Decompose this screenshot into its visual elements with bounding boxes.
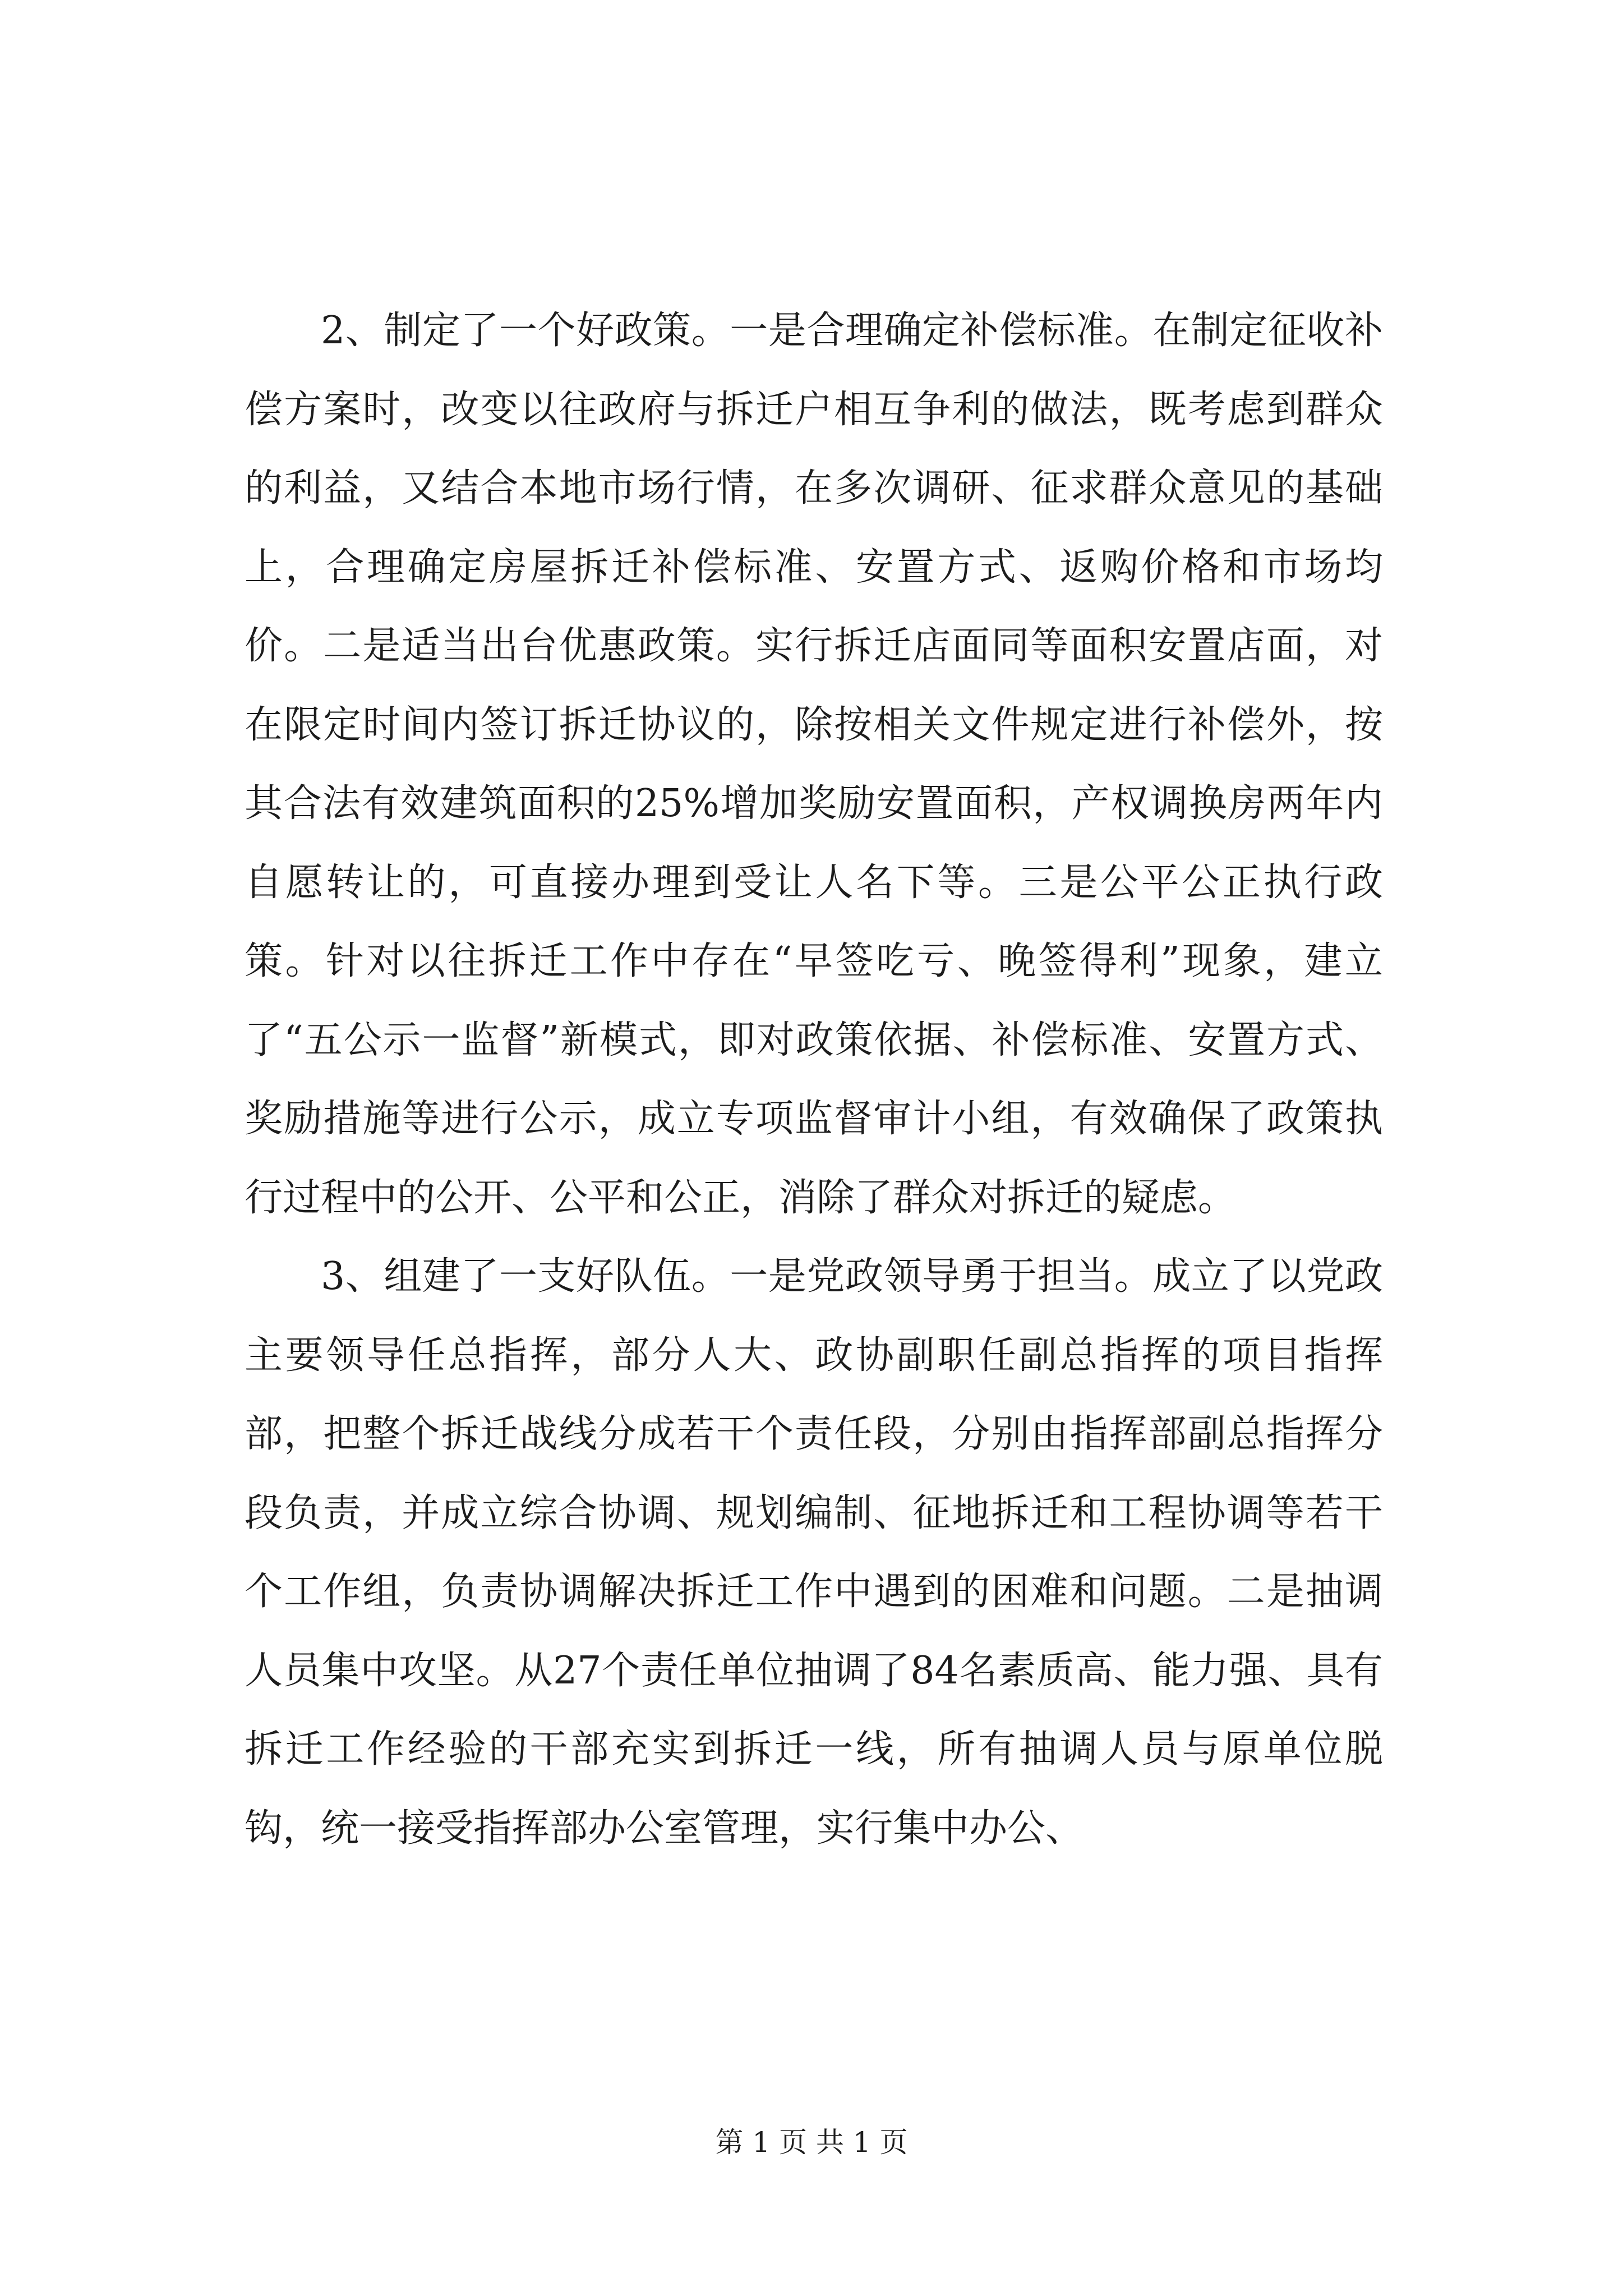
page-number-label: 第 1 页 共 1 页: [715, 2126, 908, 2159]
page-footer: [0, 2123, 1623, 2162]
paragraph-policy: 2、制定了一个好政策。一是合理确定补偿标准。在制定征收补偿方案时，改变以往政府与拆迁户相互争利的做法，既考虑到群众的利益，又结合本地市场行情，在多次调研、征求群众意见的基础上，合理确定房屋拆迁补偿标准、安置方式、返购价格和市场均价。二是适当出台优惠政策。实行拆迁店面同等面积安置店面，对在限定时间内签订拆迁协议的，除按相关文件规定进行补偿外，按其合法有效建筑面积的25%增加奖励安置面积，产权调换房两年内自愿转让的，可直接办理到受让人名下等。三是公平公正执行政策。针对以往拆迁工作中存在“早签吃亏、晚签得利”现象，建立了“五公示一监督”新模式，即对政策依据、补偿标准、安置方式、奖励措施等进行公示，成立专项监督审计小组，有效确保了政策执行过程中的公开、公平和公正，消除了群众对拆迁的疑虑。: [245, 309, 1383, 1220]
document-body: [245, 292, 1383, 1868]
paragraph-team: 3、组建了一支好队伍。一是党政领导勇于担当。成立了以党政主要领导任总指挥，部分人大、政协副职任副总指挥的项目指挥部，把整个拆迁战线分成若干个责任段，分别由指挥部副总指挥分段负责，并成立综合协调、规划编制、征地拆迁和工程协调等若干个工作组，负责协调解决拆迁工作中遇到的困难和问题。二是抽调人员集中攻坚。从27个责任单位抽调了84名素质高、能力强、具有拆迁工作经验的干部充实到拆迁一线，所有抽调人员与原单位脱钩，统一接受指挥部办公室管理，实行集中办公、: [245, 1254, 1383, 1851]
